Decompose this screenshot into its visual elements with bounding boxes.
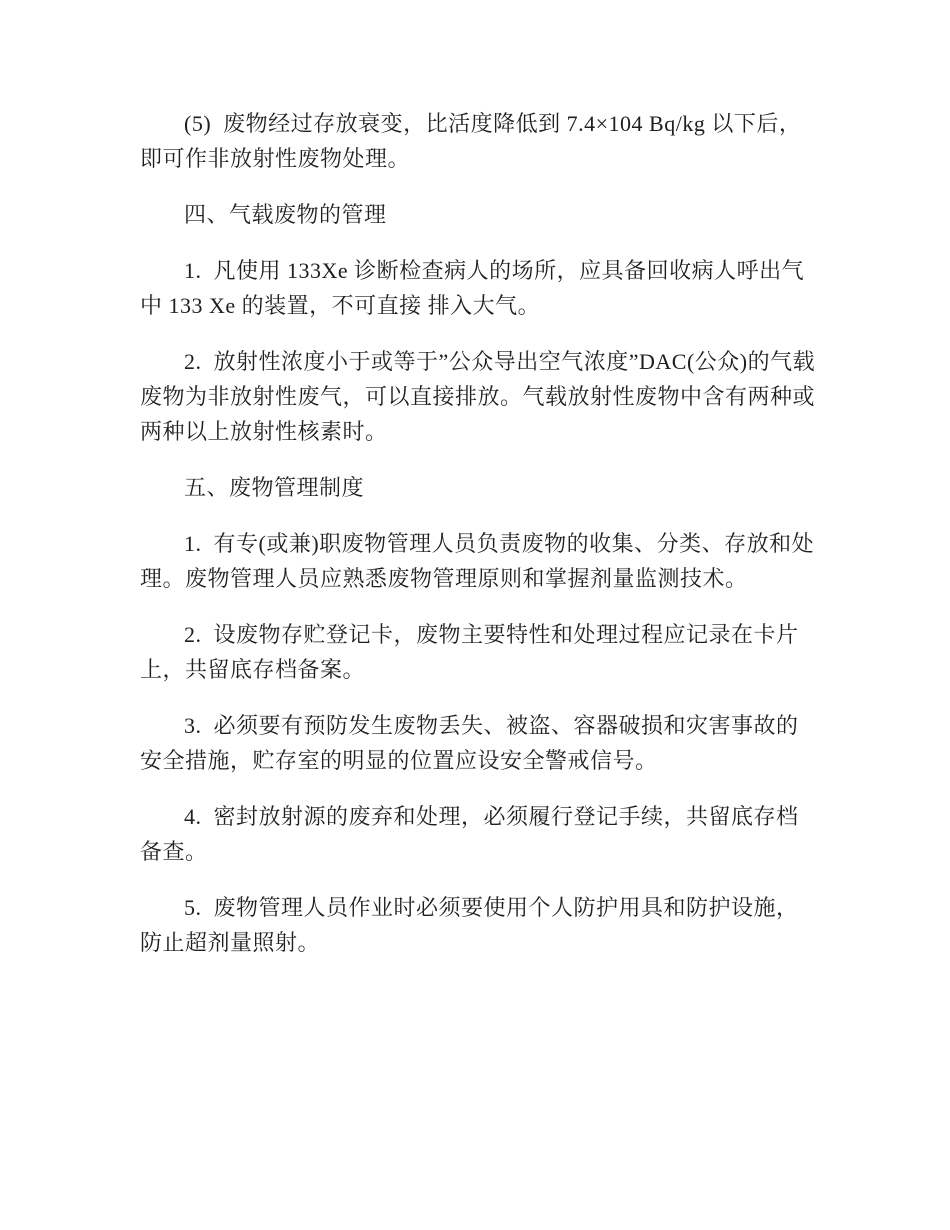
paragraph-sec4-item-2: 2. 放射性浓度小于或等于”公众导出空气浓度”DAC(公众)的气载废物为非放射性废气，可以直接排放。气载放射性废物中含有两种或两种以上放射性核素时。: [140, 349, 816, 444]
section-heading-5: 五、废物管理制度: [184, 475, 365, 500]
paragraph-sec4-item-1: 1. 凡使用 133Xe 诊断检查病人的场所，应具备回收病人呼出气中 133 Xe 的装置，不可直接 排入大气。: [140, 258, 805, 318]
paragraph-sec5-item-1: 1. 有专(或兼)职废物管理人员负责废物的收集、分类、存放和处理。废物管理人员应熟悉废物管理原则和掌握剂量监测技术。: [140, 531, 815, 591]
paragraph-sec5-item-3: 3. 必须要有预防发生废物丢失、被盗、容器破损和灾害事故的安全措施，贮存室的明显的位置应设安全警戒信号。: [140, 713, 799, 773]
paragraph-sec5-item-5: 5. 废物管理人员作业时必须要使用个人防护用具和防护设施，防止超剂量照射。: [140, 895, 799, 955]
section-heading-4: 四、气载废物的管理: [184, 202, 387, 227]
paragraph-sec5-item-4: 4. 密封放射源的废弃和处理，必须履行登记手续，共留底存档备查。: [140, 804, 799, 864]
paragraph-item-5: (5) 废物经过存放衰变，比活度降低到 7.4×104 Bq/kg 以下后，即可作非放射性废物处理。: [140, 111, 802, 171]
paragraph-sec5-item-2: 2. 设废物存贮登记卡，废物主要特性和处理过程应记录在卡片上，共留底存档备案。: [140, 622, 799, 682]
